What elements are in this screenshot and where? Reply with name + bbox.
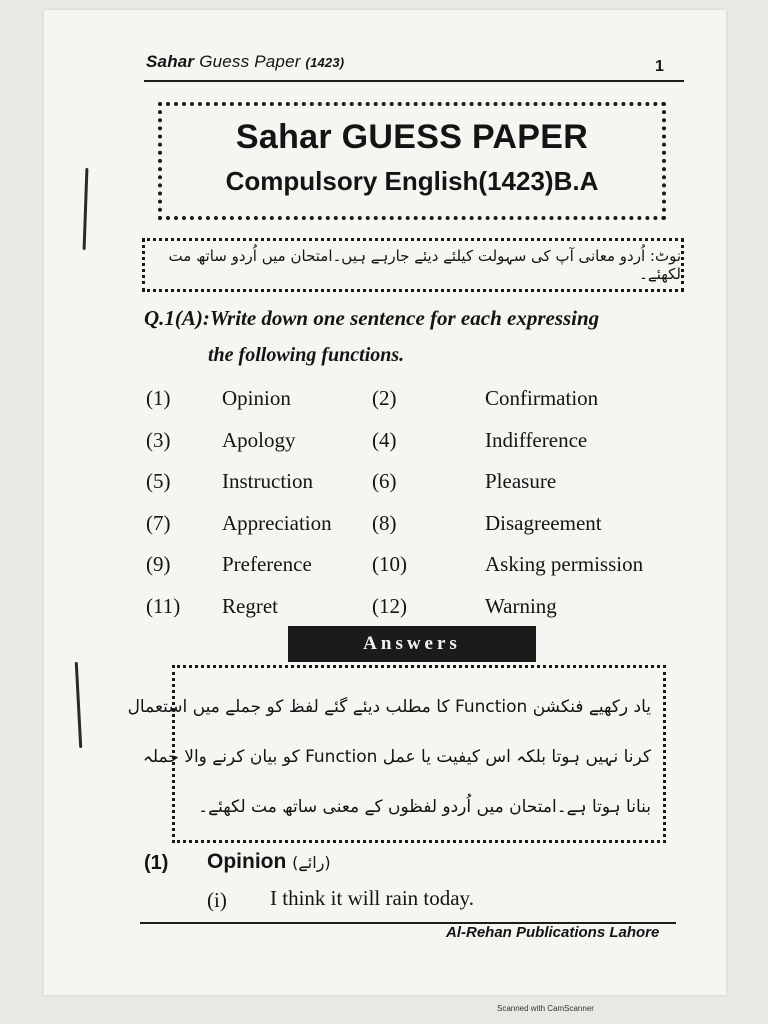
function-number: (7) [146, 511, 171, 535]
function-number: (9) [146, 552, 171, 576]
function-name: Warning [485, 594, 557, 618]
function-number: (3) [146, 428, 171, 452]
function-row [0, 511, 768, 541]
example-sentence: I think it will rain today. [270, 886, 474, 910]
function-name: Asking permission [485, 552, 644, 576]
header-code: (1423) [305, 55, 345, 70]
answer-note-line: یاد رکھیے فنکشن Function کا مطلب دیئے گئے لفظ کو جملے میں استعمال [127, 697, 651, 717]
header-brand: Sahar [146, 52, 195, 71]
function-row [0, 552, 768, 582]
header-subtitle: Guess Paper [199, 52, 301, 71]
function-name: Appreciation [222, 511, 332, 535]
function-row [0, 469, 768, 499]
answers-heading: Answers [288, 626, 536, 662]
title-main: Sahar GUESS PAPER [235, 118, 589, 156]
answer-note-box [127, 665, 666, 843]
function-number: (12) [372, 594, 407, 618]
function-number: (10) [372, 552, 407, 576]
answer-heading-urdu: (رائے) [292, 853, 331, 872]
function-name: Preference [222, 552, 312, 576]
title-box [158, 102, 666, 220]
function-name: Instruction [222, 469, 313, 493]
function-row [0, 428, 768, 458]
function-number: (6) [372, 469, 397, 493]
answer-note-line: بنانا ہوتا ہے۔امتحان میں اُردو لفظوں کے معنی ساتھ مت لکھئے۔ [198, 797, 651, 817]
header-rule [144, 80, 684, 82]
function-number: (4) [372, 428, 397, 452]
page-number: 1 [655, 58, 664, 75]
answer-number: (1) [144, 852, 169, 874]
question-label: Q.1(A):Write down one sentence for each expressing [144, 306, 600, 330]
scan-watermark: Scanned with CamScanner [497, 1004, 594, 1013]
footer-publisher: Al-Rehan Publications Lahore [446, 924, 660, 941]
function-number: (5) [146, 469, 171, 493]
function-number: (11) [146, 594, 181, 618]
answer-heading [207, 850, 331, 874]
function-name: Confirmation [485, 386, 599, 410]
urdu-note-box [142, 238, 684, 292]
function-row [0, 386, 768, 416]
function-name: Pleasure [485, 469, 557, 493]
question-continuation: the following functions. [208, 344, 405, 366]
function-name: Disagreement [485, 511, 602, 535]
answer-note-line: کرنا نہیں ہوتا بلکہ اس کیفیت یا عمل Function کو بیان کرنے والا جملہ [142, 747, 651, 767]
function-name: Indifference [485, 428, 588, 452]
answer-heading-text: Opinion [207, 850, 287, 873]
function-name: Apology [222, 428, 296, 452]
example-number: (i) [207, 888, 227, 912]
header-title [146, 52, 344, 72]
function-number: (1) [146, 386, 171, 410]
function-number: (2) [372, 386, 397, 410]
urdu-note-text: نوٹ: اُردو معانی آپ کی سہولت کیلئے دیئے جارہے ہیں۔امتحان میں اُردو ساتھ مت لکھئے۔ [168, 247, 681, 283]
function-name: Opinion [222, 386, 291, 410]
function-row [0, 594, 768, 624]
function-name: Regret [222, 594, 278, 618]
function-number: (8) [372, 511, 397, 535]
title-subtitle: Compulsory English(1423)B.A [225, 166, 599, 196]
